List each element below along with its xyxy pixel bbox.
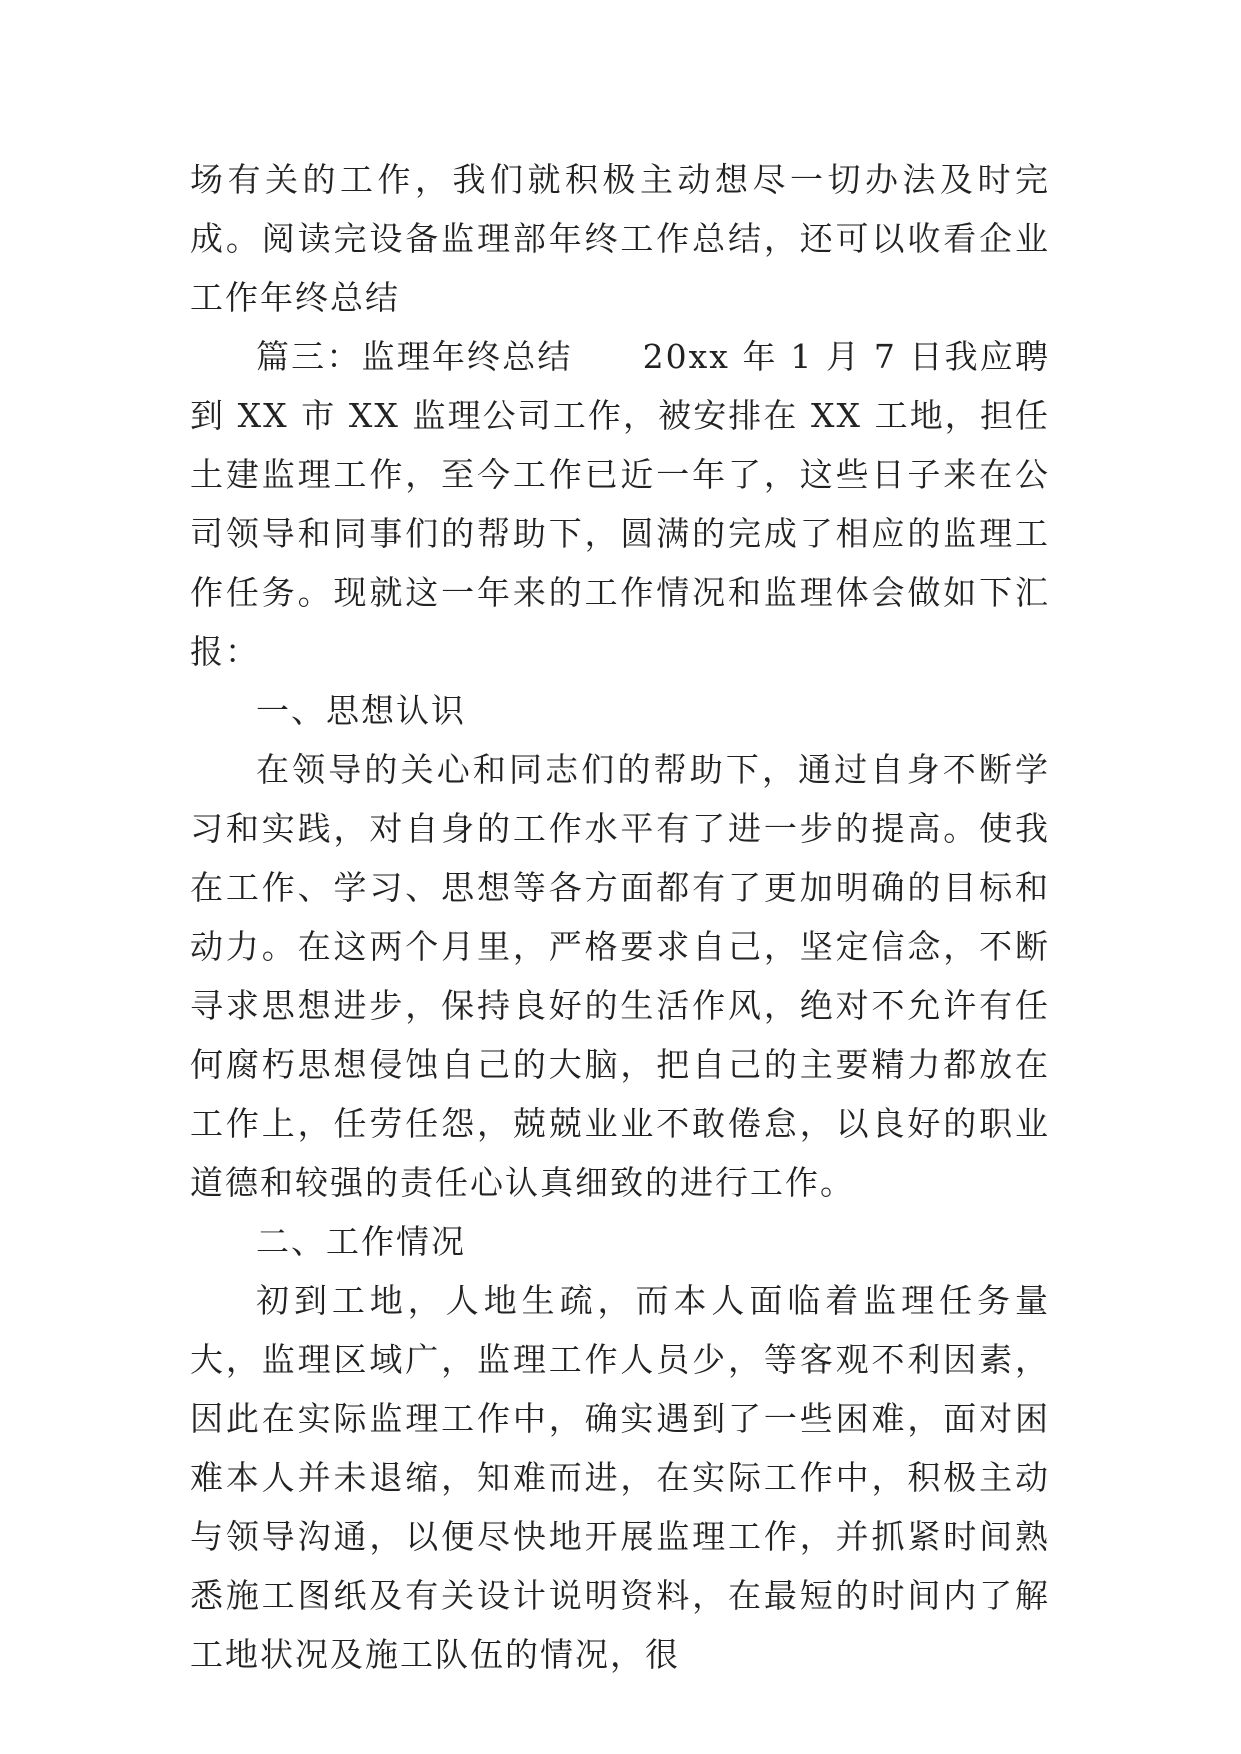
article-title: 篇三：监理年终总结	[256, 337, 573, 376]
article-paragraph	[190, 327, 1050, 681]
section-heading-work: 二、工作情况	[256, 1222, 466, 1261]
section-heading-thoughts: 一、思想认识	[256, 691, 466, 730]
document-body	[190, 150, 1050, 1684]
section-paragraph-thoughts: 在领导的关心和同志们的帮助下，通过自身不断学习和实践，对自身的工作水平有了进一步的提高。使我在工作、学习、思想等各方面都有了更加明确的目标和动力。在这两个月里，严格要求自己，坚定信念，不断寻求思想进步，保持良好的生活作风，绝对不允许有任何腐朽思想侵蚀自己的大脑，把自己的主要精力都放在工作上，任劳任怨，兢兢业业不敢倦怠，以良好的职业道德和较强的责任心认真细致的进行工作。	[190, 750, 1050, 1202]
section-paragraph-work: 初到工地，人地生疏，而本人面临着监理任务量大，监理区域广，监理工作人员少，等客观不利因素，因此在实际监理工作中，确实遇到了一些困难，面对困难本人并未退缩，知难而进，在实际工作中，积极主动与领导沟通，以便尽快地开展监理工作，并抓紧时间熟悉施工图纸及有关设计说明资料，在最短的时间内了解工地状况及施工队伍的情况，很	[190, 1281, 1050, 1674]
article-body: 20xx 年 1 月 7 日我应聘到 XX 市 XX 监理公司工作，被安排在 XX 工地，担任土建监理工作，至今工作已近一年了，这些日子来在公司领导和同事们的帮助下，圆满的完成了相应的监理工作任务。现就这一年来的工作情况和监理体会做如下汇报：	[190, 337, 1051, 671]
intro-paragraph: 场有关的工作，我们就积极主动想尽一切办法及时完成。阅读完设备监理部年终工作总结，还可以收看企业工作年终总结	[190, 160, 1050, 317]
